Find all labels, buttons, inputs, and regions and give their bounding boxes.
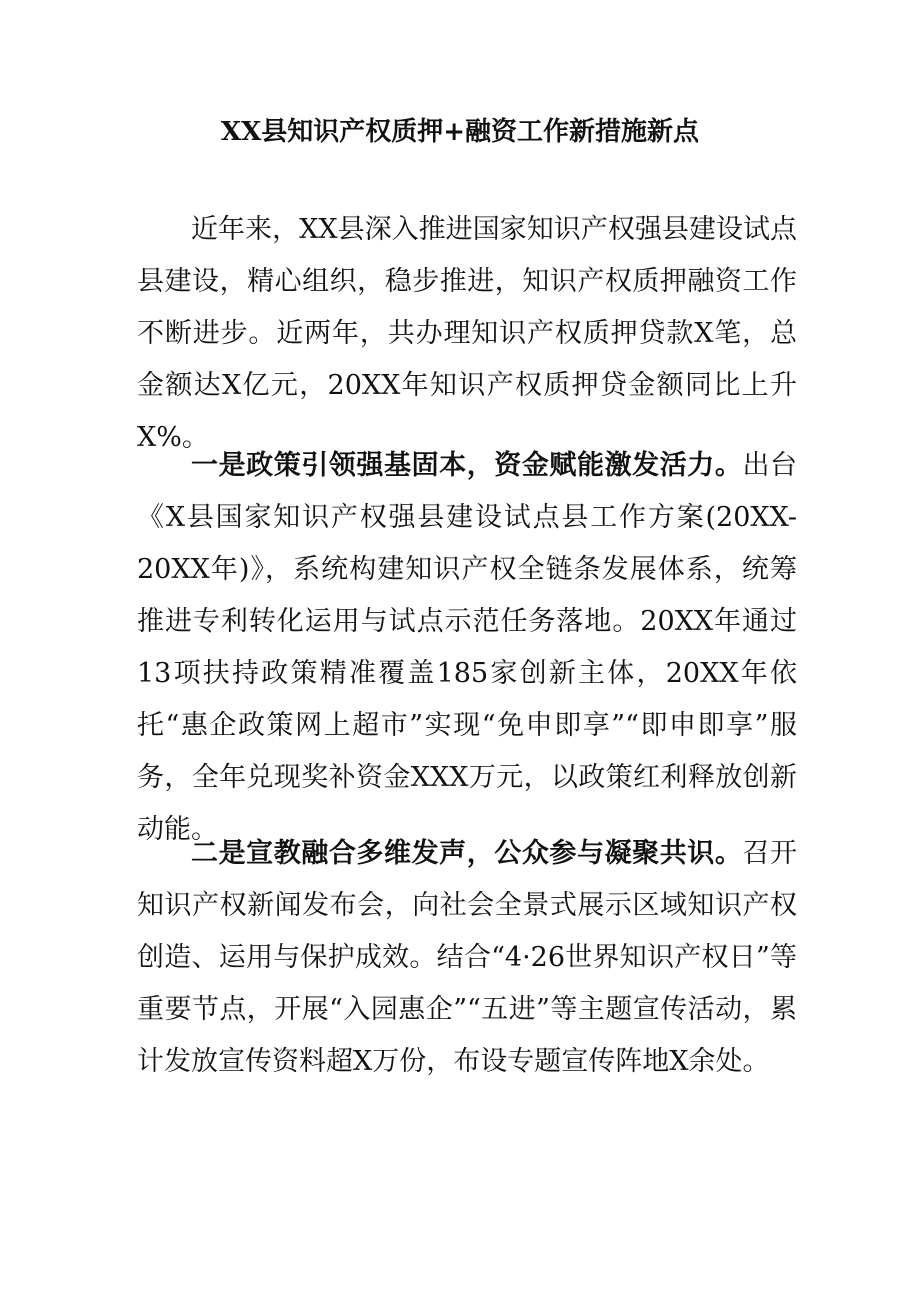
paragraph-intro-text: 近年来，XX县深入推进国家知识产权强县建设试点县建设，精心组织，稳步推进，知识产权质押融资工作不断进步。近两年，共办理知识产权质押贷款X笔，总金额达X亿元，20XX年知识产权质押贷金额同比上升X%。	[137, 214, 797, 453]
paragraph-publicity-text: 召开知识产权新闻发布会，向社会全景式展示区域知识产权创造、运用与保护成效。结合“4·26世界知识产权日”等重要节点，开展“入园惠企”“五进”等主题宣传活动，累计发放宣传资料超X万份，布设专题宣传阵地X余处。	[137, 838, 798, 1077]
paragraph-intro	[137, 204, 797, 464]
paragraph-policy	[137, 440, 797, 856]
paragraph-policy-lead: 一是政策引领强基固本，资金赋能激发活力。	[191, 450, 743, 481]
document-title: XX县知识产权质押+融资工作新措施新点	[220, 117, 700, 147]
paragraph-publicity-lead: 二是宣教融合多维发声，公众参与凝聚共识。	[191, 838, 743, 869]
paragraph-publicity	[137, 828, 797, 1088]
paragraph-policy-text: 出台《X县国家知识产权强县建设试点县工作方案(20XX-20XX年)》，系统构建知识产权全链条发展体系，统筹推进专利转化运用与试点示范任务落地。20XX年通过13项扶持政策精准覆盖185家创新主体，20XX年依托“惠企政策网上超市”实现“免申即享”“即申即享”服务，全年兑现奖补资金XXX万元，以政策红利释放创新动能。	[137, 450, 798, 845]
